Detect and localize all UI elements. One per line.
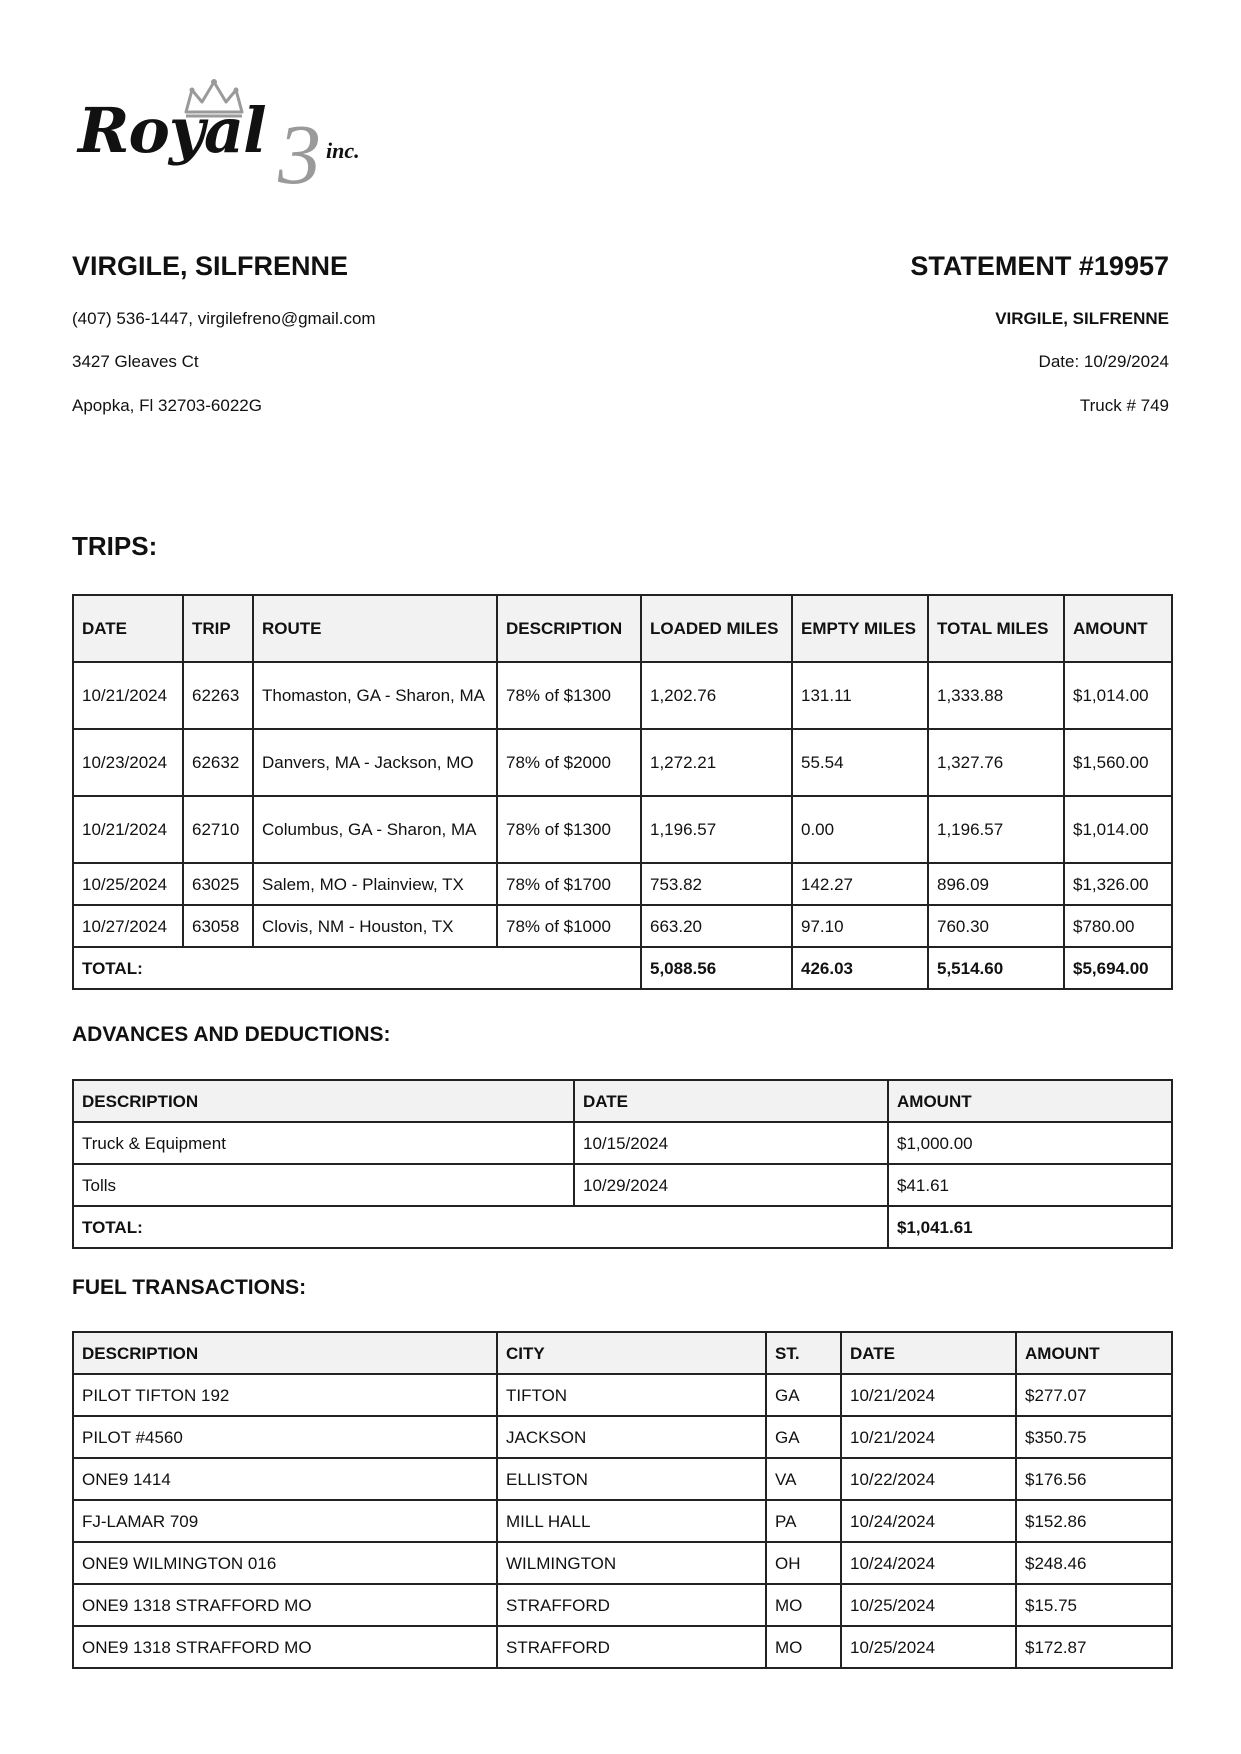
trip-amount: $1,326.00 bbox=[1064, 863, 1172, 905]
fuel-date: 10/21/2024 bbox=[841, 1416, 1016, 1458]
fuel-description: ONE9 1318 STRAFFORD MO bbox=[73, 1626, 497, 1668]
fuel-date: 10/22/2024 bbox=[841, 1458, 1016, 1500]
fuel-description: ONE9 WILMINGTON 016 bbox=[73, 1542, 497, 1584]
column-header: DATE bbox=[73, 595, 183, 662]
table-row bbox=[73, 729, 1172, 796]
fuel-state: GA bbox=[766, 1374, 841, 1416]
fuel-description: FJ-LAMAR 709 bbox=[73, 1500, 497, 1542]
fuel-date: 10/24/2024 bbox=[841, 1542, 1016, 1584]
fuel-amount: $152.86 bbox=[1016, 1500, 1172, 1542]
trip-date: 10/25/2024 bbox=[73, 863, 183, 905]
fuel-date: 10/21/2024 bbox=[841, 1374, 1016, 1416]
driver-address-line1: 3427 Gleaves Ct bbox=[72, 352, 199, 371]
fuel-description: PILOT #4560 bbox=[73, 1416, 497, 1458]
trip-number: 62632 bbox=[183, 729, 253, 796]
trip-amount: $1,014.00 bbox=[1064, 796, 1172, 863]
deduction-amount: $41.61 bbox=[888, 1164, 1172, 1206]
fuel-date: 10/24/2024 bbox=[841, 1500, 1016, 1542]
deductions-header-row bbox=[73, 1080, 1172, 1122]
column-header: CITY bbox=[497, 1332, 766, 1374]
column-header: AMOUNT bbox=[1064, 595, 1172, 662]
driver-name: VIRGILE, SILFRENNE bbox=[72, 251, 349, 281]
trips-title: TRIPS: bbox=[72, 531, 158, 561]
table-row bbox=[73, 1416, 1172, 1458]
trip-empty-miles: 0.00 bbox=[792, 796, 928, 863]
fuel-city: STRAFFORD bbox=[497, 1626, 766, 1668]
trip-date: 10/27/2024 bbox=[73, 905, 183, 947]
fuel-amount: $176.56 bbox=[1016, 1458, 1172, 1500]
trip-number: 62710 bbox=[183, 796, 253, 863]
column-header: ST. bbox=[766, 1332, 841, 1374]
table-row bbox=[73, 1500, 1172, 1542]
table-row bbox=[73, 1542, 1172, 1584]
trip-total-miles: 1,327.76 bbox=[928, 729, 1064, 796]
fuel-description: ONE9 1414 bbox=[73, 1458, 497, 1500]
fuel-state: GA bbox=[766, 1416, 841, 1458]
trip-route: Salem, MO - Plainview, TX bbox=[253, 863, 497, 905]
trip-empty-miles: 142.27 bbox=[792, 863, 928, 905]
trips-header-row bbox=[73, 595, 1172, 662]
trip-total-miles: 760.30 bbox=[928, 905, 1064, 947]
trips-total-label: TOTAL: bbox=[73, 947, 641, 989]
deduction-date: 10/29/2024 bbox=[574, 1164, 888, 1206]
logo-wordmark: Royal bbox=[78, 94, 266, 167]
fuel-description: ONE9 1318 STRAFFORD MO bbox=[73, 1584, 497, 1626]
statement-title: STATEMENT #19957 bbox=[910, 251, 1169, 281]
deduction-date: 10/15/2024 bbox=[574, 1122, 888, 1164]
column-header: ROUTE bbox=[253, 595, 497, 662]
trip-description: 78% of $2000 bbox=[497, 729, 641, 796]
table-row bbox=[73, 1626, 1172, 1668]
column-header: AMOUNT bbox=[888, 1080, 1172, 1122]
trip-amount: $780.00 bbox=[1064, 905, 1172, 947]
trip-number: 63025 bbox=[183, 863, 253, 905]
fuel-amount: $277.07 bbox=[1016, 1374, 1172, 1416]
table-row bbox=[73, 1164, 1172, 1206]
column-header: DESCRIPTION bbox=[497, 595, 641, 662]
deduction-description: Tolls bbox=[73, 1164, 574, 1206]
deduction-description: Truck & Equipment bbox=[73, 1122, 574, 1164]
table-row bbox=[73, 1584, 1172, 1626]
trip-description: 78% of $1700 bbox=[497, 863, 641, 905]
trip-amount: $1,014.00 bbox=[1064, 662, 1172, 729]
logo-number: 3 bbox=[278, 106, 321, 202]
trip-date: 10/23/2024 bbox=[73, 729, 183, 796]
trip-loaded-miles: 753.82 bbox=[641, 863, 792, 905]
trip-loaded-miles: 1,272.21 bbox=[641, 729, 792, 796]
trips-table bbox=[72, 594, 1173, 990]
fuel-state: OH bbox=[766, 1542, 841, 1584]
column-header: EMPTY MILES bbox=[792, 595, 928, 662]
fuel-amount: $248.46 bbox=[1016, 1542, 1172, 1584]
trip-empty-miles: 97.10 bbox=[792, 905, 928, 947]
trips-total-miles: 5,514.60 bbox=[928, 947, 1064, 989]
deductions-total-amount: $1,041.61 bbox=[888, 1206, 1172, 1248]
table-row bbox=[73, 662, 1172, 729]
fuel-city: TIFTON bbox=[497, 1374, 766, 1416]
trip-date: 10/21/2024 bbox=[73, 662, 183, 729]
trips-total-row bbox=[73, 947, 1172, 989]
company-logo bbox=[78, 78, 388, 202]
fuel-state: VA bbox=[766, 1458, 841, 1500]
trip-empty-miles: 55.54 bbox=[792, 729, 928, 796]
deduction-amount: $1,000.00 bbox=[888, 1122, 1172, 1164]
column-header: LOADED MILES bbox=[641, 595, 792, 662]
trip-empty-miles: 131.11 bbox=[792, 662, 928, 729]
table-row bbox=[73, 796, 1172, 863]
trip-total-miles: 1,333.88 bbox=[928, 662, 1064, 729]
logo-suffix: inc. bbox=[326, 138, 360, 163]
fuel-amount: $350.75 bbox=[1016, 1416, 1172, 1458]
column-header: DESCRIPTION bbox=[73, 1332, 497, 1374]
table-row bbox=[73, 1122, 1172, 1164]
fuel-state: MO bbox=[766, 1626, 841, 1668]
fuel-city: WILMINGTON bbox=[497, 1542, 766, 1584]
column-header: TRIP bbox=[183, 595, 253, 662]
fuel-state: PA bbox=[766, 1500, 841, 1542]
deductions-title: ADVANCES AND DEDUCTIONS: bbox=[72, 1023, 391, 1046]
fuel-description: PILOT TIFTON 192 bbox=[73, 1374, 497, 1416]
driver-contact: (407) 536-1447, virgilefreno@gmail.com bbox=[72, 309, 376, 328]
trip-route: Columbus, GA - Sharon, MA bbox=[253, 796, 497, 863]
trip-description: 78% of $1000 bbox=[497, 905, 641, 947]
fuel-date: 10/25/2024 bbox=[841, 1626, 1016, 1668]
fuel-table bbox=[72, 1331, 1173, 1669]
statement-date: Date: 10/29/2024 bbox=[1038, 352, 1169, 371]
trip-route: Clovis, NM - Houston, TX bbox=[253, 905, 497, 947]
trip-amount: $1,560.00 bbox=[1064, 729, 1172, 796]
trip-loaded-miles: 1,202.76 bbox=[641, 662, 792, 729]
trip-total-miles: 1,196.57 bbox=[928, 796, 1064, 863]
deductions-table bbox=[72, 1079, 1173, 1249]
table-row bbox=[73, 905, 1172, 947]
driver-address-line2: Apopka, Fl 32703-6022G bbox=[72, 396, 262, 415]
trip-number: 62263 bbox=[183, 662, 253, 729]
fuel-header-row bbox=[73, 1332, 1172, 1374]
trip-description: 78% of $1300 bbox=[497, 796, 641, 863]
trip-route: Danvers, MA - Jackson, MO bbox=[253, 729, 497, 796]
trip-route: Thomaston, GA - Sharon, MA bbox=[253, 662, 497, 729]
column-header: DATE bbox=[574, 1080, 888, 1122]
fuel-amount: $15.75 bbox=[1016, 1584, 1172, 1626]
fuel-city: JACKSON bbox=[497, 1416, 766, 1458]
table-row bbox=[73, 863, 1172, 905]
fuel-city: MILL HALL bbox=[497, 1500, 766, 1542]
fuel-city: ELLISTON bbox=[497, 1458, 766, 1500]
column-header: DATE bbox=[841, 1332, 1016, 1374]
column-header: DESCRIPTION bbox=[73, 1080, 574, 1122]
trips-total-amount: $5,694.00 bbox=[1064, 947, 1172, 989]
column-header: AMOUNT bbox=[1016, 1332, 1172, 1374]
trip-loaded-miles: 663.20 bbox=[641, 905, 792, 947]
fuel-title: FUEL TRANSACTIONS: bbox=[72, 1276, 307, 1299]
column-header: TOTAL MILES bbox=[928, 595, 1064, 662]
statement-name: VIRGILE, SILFRENNE bbox=[995, 309, 1169, 328]
truck-number: Truck # 749 bbox=[1079, 396, 1169, 415]
fuel-date: 10/25/2024 bbox=[841, 1584, 1016, 1626]
deductions-total-row bbox=[73, 1206, 1172, 1248]
trips-total-loaded: 5,088.56 bbox=[641, 947, 792, 989]
trip-loaded-miles: 1,196.57 bbox=[641, 796, 792, 863]
trip-date: 10/21/2024 bbox=[73, 796, 183, 863]
fuel-state: MO bbox=[766, 1584, 841, 1626]
table-row bbox=[73, 1458, 1172, 1500]
trip-number: 63058 bbox=[183, 905, 253, 947]
table-row bbox=[73, 1374, 1172, 1416]
trips-total-empty: 426.03 bbox=[792, 947, 928, 989]
trip-description: 78% of $1300 bbox=[497, 662, 641, 729]
deductions-total-label: TOTAL: bbox=[73, 1206, 888, 1248]
fuel-city: STRAFFORD bbox=[497, 1584, 766, 1626]
trip-total-miles: 896.09 bbox=[928, 863, 1064, 905]
fuel-amount: $172.87 bbox=[1016, 1626, 1172, 1668]
